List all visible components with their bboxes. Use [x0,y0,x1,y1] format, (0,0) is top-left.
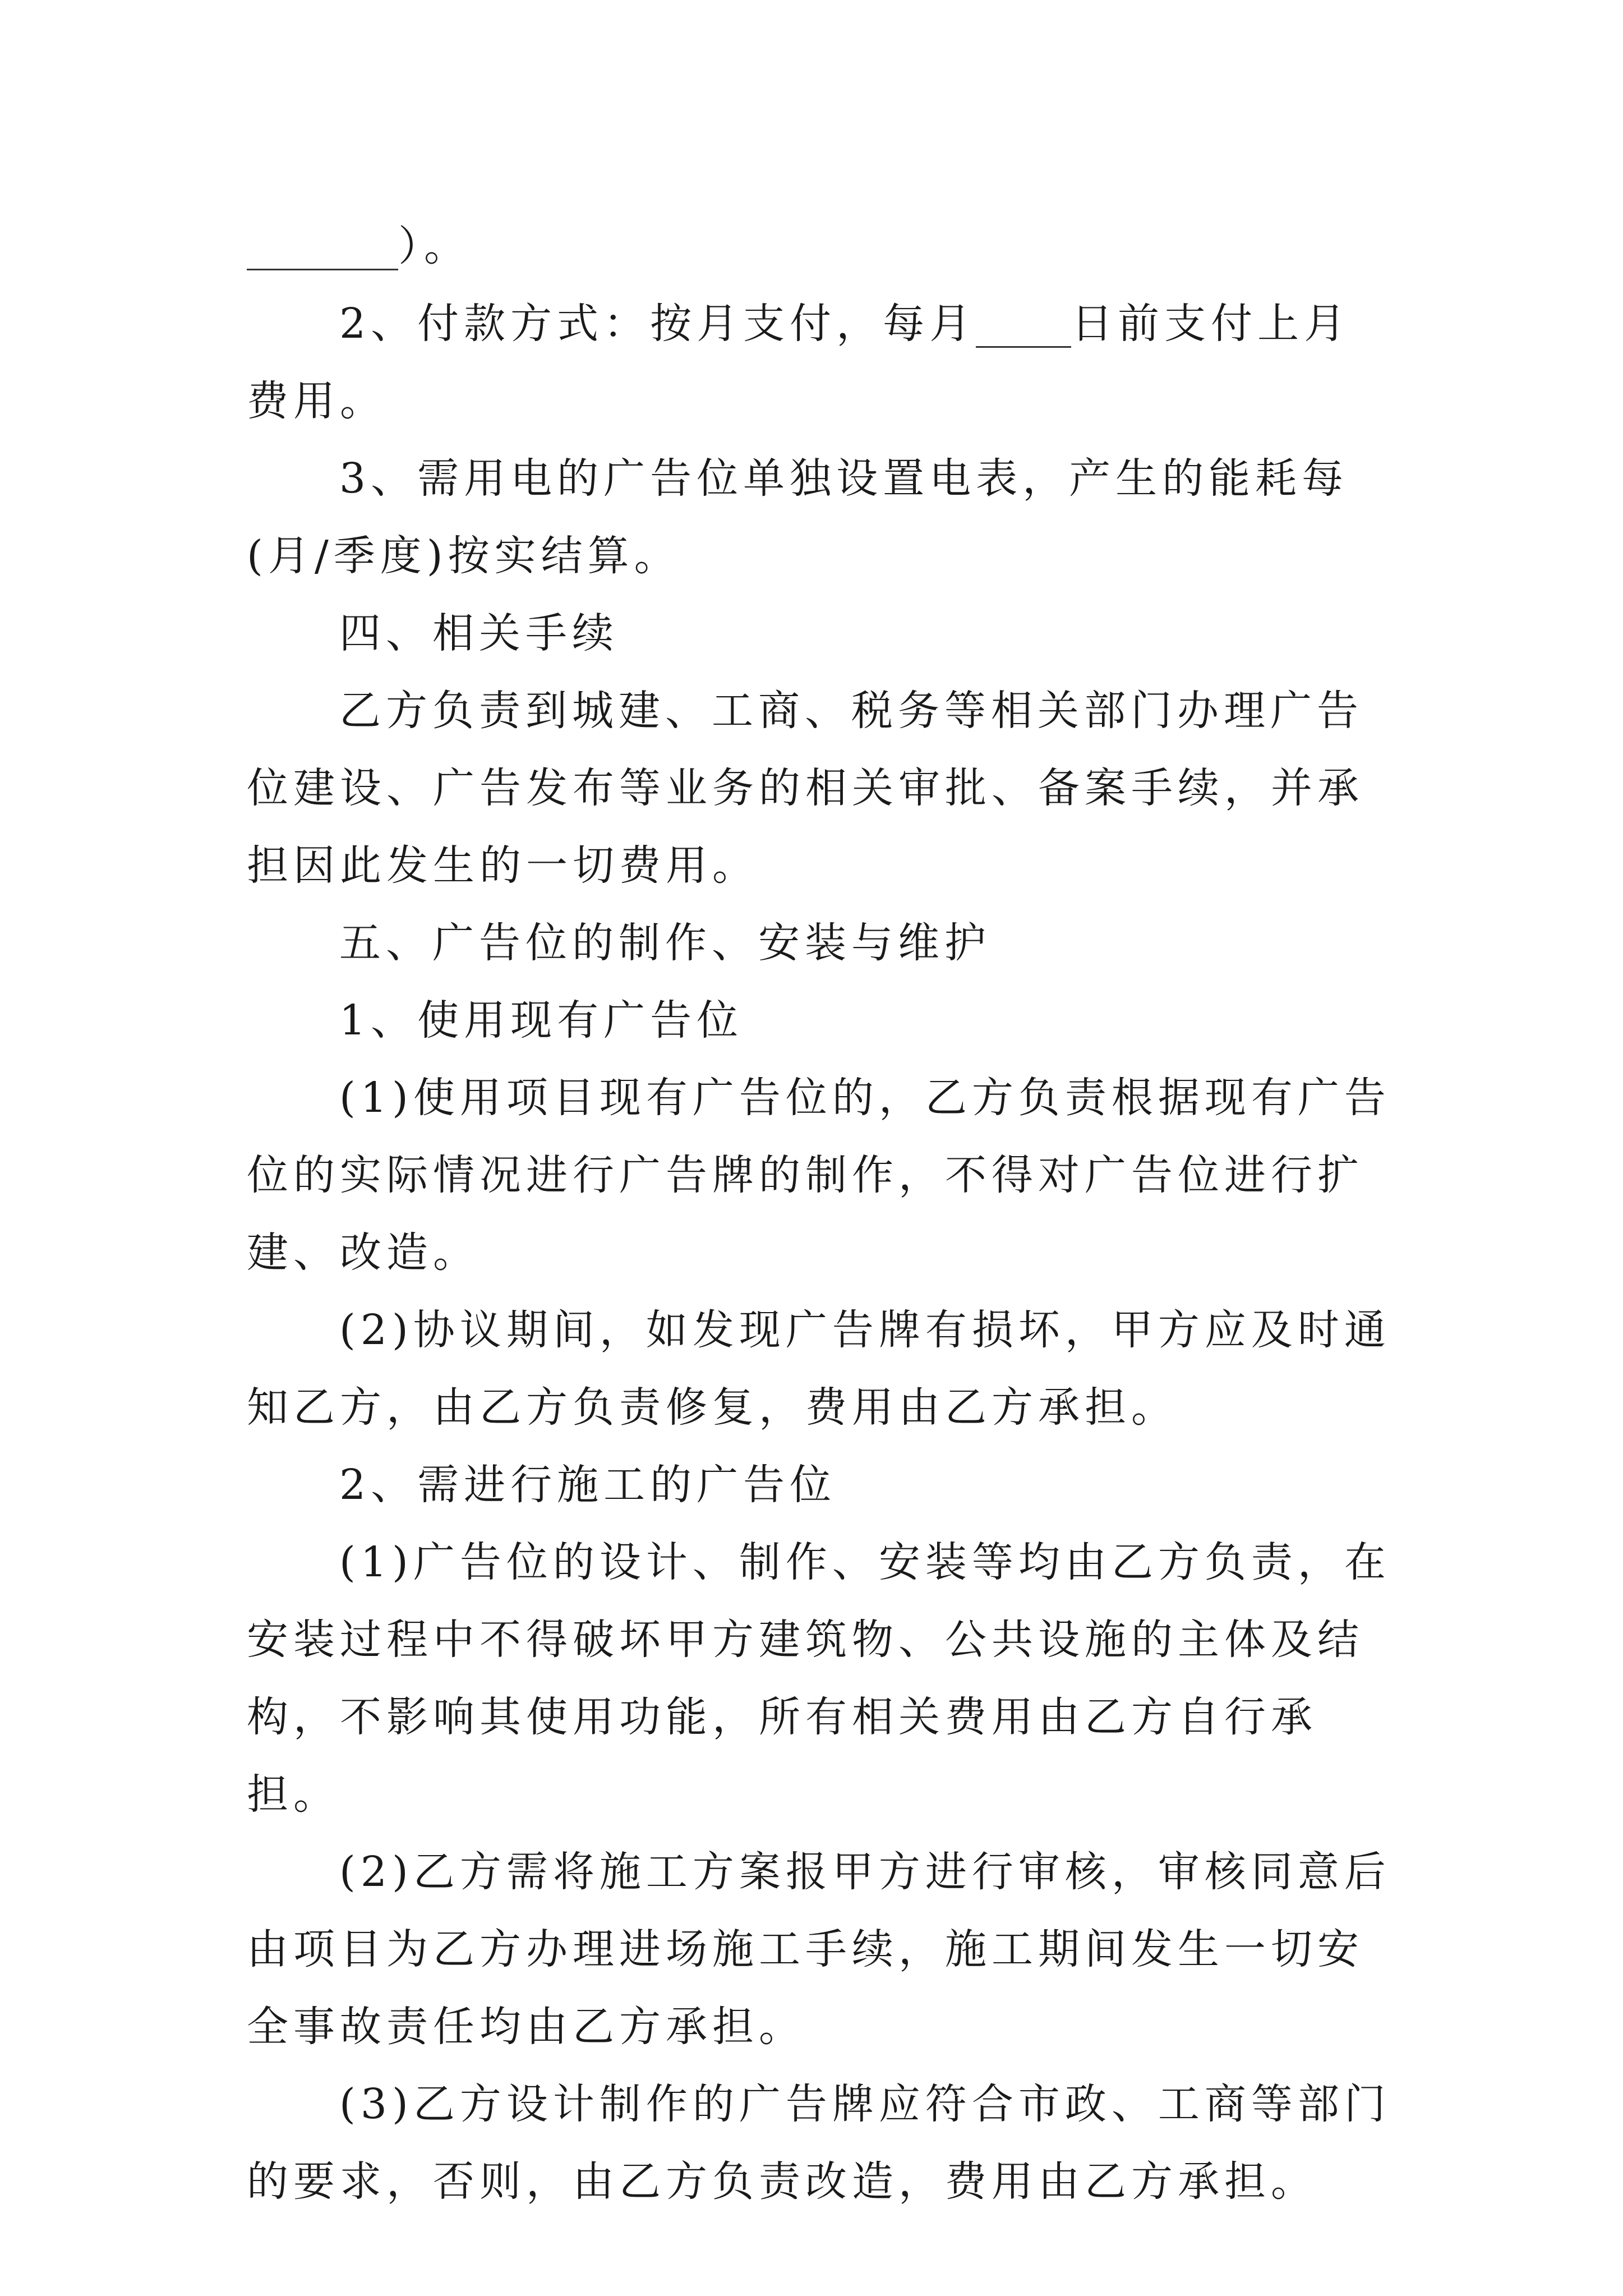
paragraph-construction-2: (2)乙方需将施工方案报甲方进行审核，审核同意后由项目为乙方办理进场施工手续，施工期间发生一切安全事故责任均由乙方承担。 [247,1848,1391,2051]
paragraph-payment-method [247,285,1396,440]
paragraph-electricity: 3、需用电的广告位单独设置电表，产生的能耗每(月/季度)按实结算。 [247,454,1349,580]
fill-in-blank [247,229,398,270]
paragraph-existing-2: (2)协议期间，如发现广告牌有损坏，甲方应及时通知乙方，由乙方负责修复，费用由乙方承担。 [247,1306,1391,1432]
paragraph-procedures: 乙方负责到城建、工商、税务等相关部门办理广告位建设、广告发布等业务的相关审批、备案手续，并承担因此发生的一切费用。 [247,687,1364,890]
paragraph-existing-1: (1)使用项目现有广告位的，乙方负责根据现有广告位的实际情况进行广告牌的制作，不得对广告位进行扩建、改造。 [247,1074,1391,1277]
section-heading-procedures: 四、相关手续 [339,609,619,657]
paragraph-text: 2、付款方式：按月支付，每月 [339,300,976,348]
paragraph-text: 日前支付上月费用。 [247,300,1351,425]
paragraph-construction-1: (1)广告位的设计、制作、安装等均由乙方负责，在安装过程中不得破坏甲方建筑物、公共设施的主体及结构，不影响其使用功能，所有相关费用由乙方自行承担。 [247,1538,1391,1819]
subsection-heading-existing: 1、使用现有广告位 [339,996,744,1045]
document-body [247,208,1396,2220]
section-heading-production: 五、广告位的制作、安装与维护 [339,919,991,967]
fill-in-blank [976,307,1071,348]
paragraph-construction-3: (3)乙方设计制作的广告牌应符合市政、工商等部门的要求，否则，由乙方负责改造，费用由乙方承担。 [247,2080,1391,2206]
paragraph-text: ）。 [398,222,471,270]
subsection-heading-construction: 2、需进行施工的广告位 [339,1461,837,1509]
paragraph-fee-blank [247,208,1396,285]
